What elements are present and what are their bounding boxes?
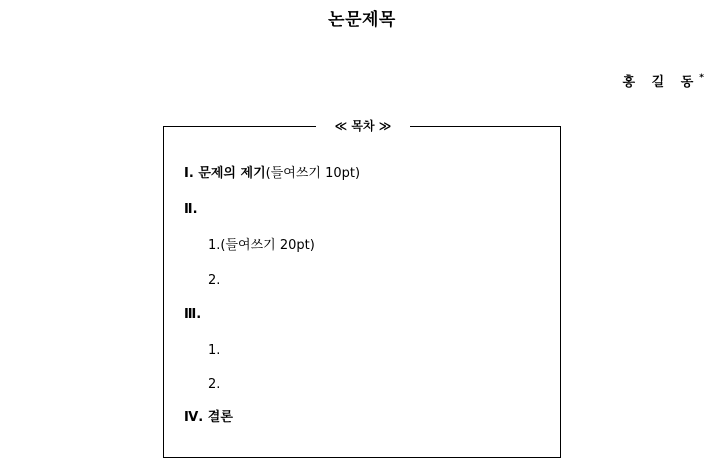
toc-item-label: 문제의 제기 [198, 166, 266, 181]
toc-item-numeral: 2. [208, 273, 221, 288]
toc-heading: ≪ 목차 ≫ [316, 118, 410, 134]
toc-item-section-3-1 [208, 343, 220, 359]
author-name-text: 홍 길 동 [622, 75, 700, 90]
document-title: 논문제목 [328, 10, 396, 30]
toc-item-numeral: 2. [208, 377, 221, 392]
toc-item-chapter-1 [184, 166, 360, 182]
toc-item-numeral: 1. [208, 238, 221, 253]
author-name [623, 71, 704, 90]
toc-item-numeral: Ⅳ. [184, 410, 204, 425]
toc-item-section-2-2 [208, 273, 220, 289]
author-footnote-mark: * [699, 72, 704, 83]
toc-item-label: (들여쓰기 20pt) [220, 238, 315, 253]
toc-item-note: (들여쓰기 10pt) [265, 166, 361, 181]
toc-item-chapter-2 [184, 202, 198, 218]
toc-item-numeral: 1. [208, 343, 221, 358]
toc-item-section-2-1 [208, 238, 315, 254]
toc-item-section-3-2 [208, 377, 220, 393]
toc-item-numeral: Ⅰ. [184, 166, 194, 181]
toc-item-chapter-4 [184, 410, 233, 426]
toc-item-chapter-3 [184, 307, 201, 323]
table-of-contents-box [163, 119, 561, 458]
toc-item-label: 결론 [207, 410, 233, 425]
toc-item-numeral: Ⅲ. [184, 307, 202, 322]
toc-item-numeral: Ⅱ. [184, 202, 198, 217]
